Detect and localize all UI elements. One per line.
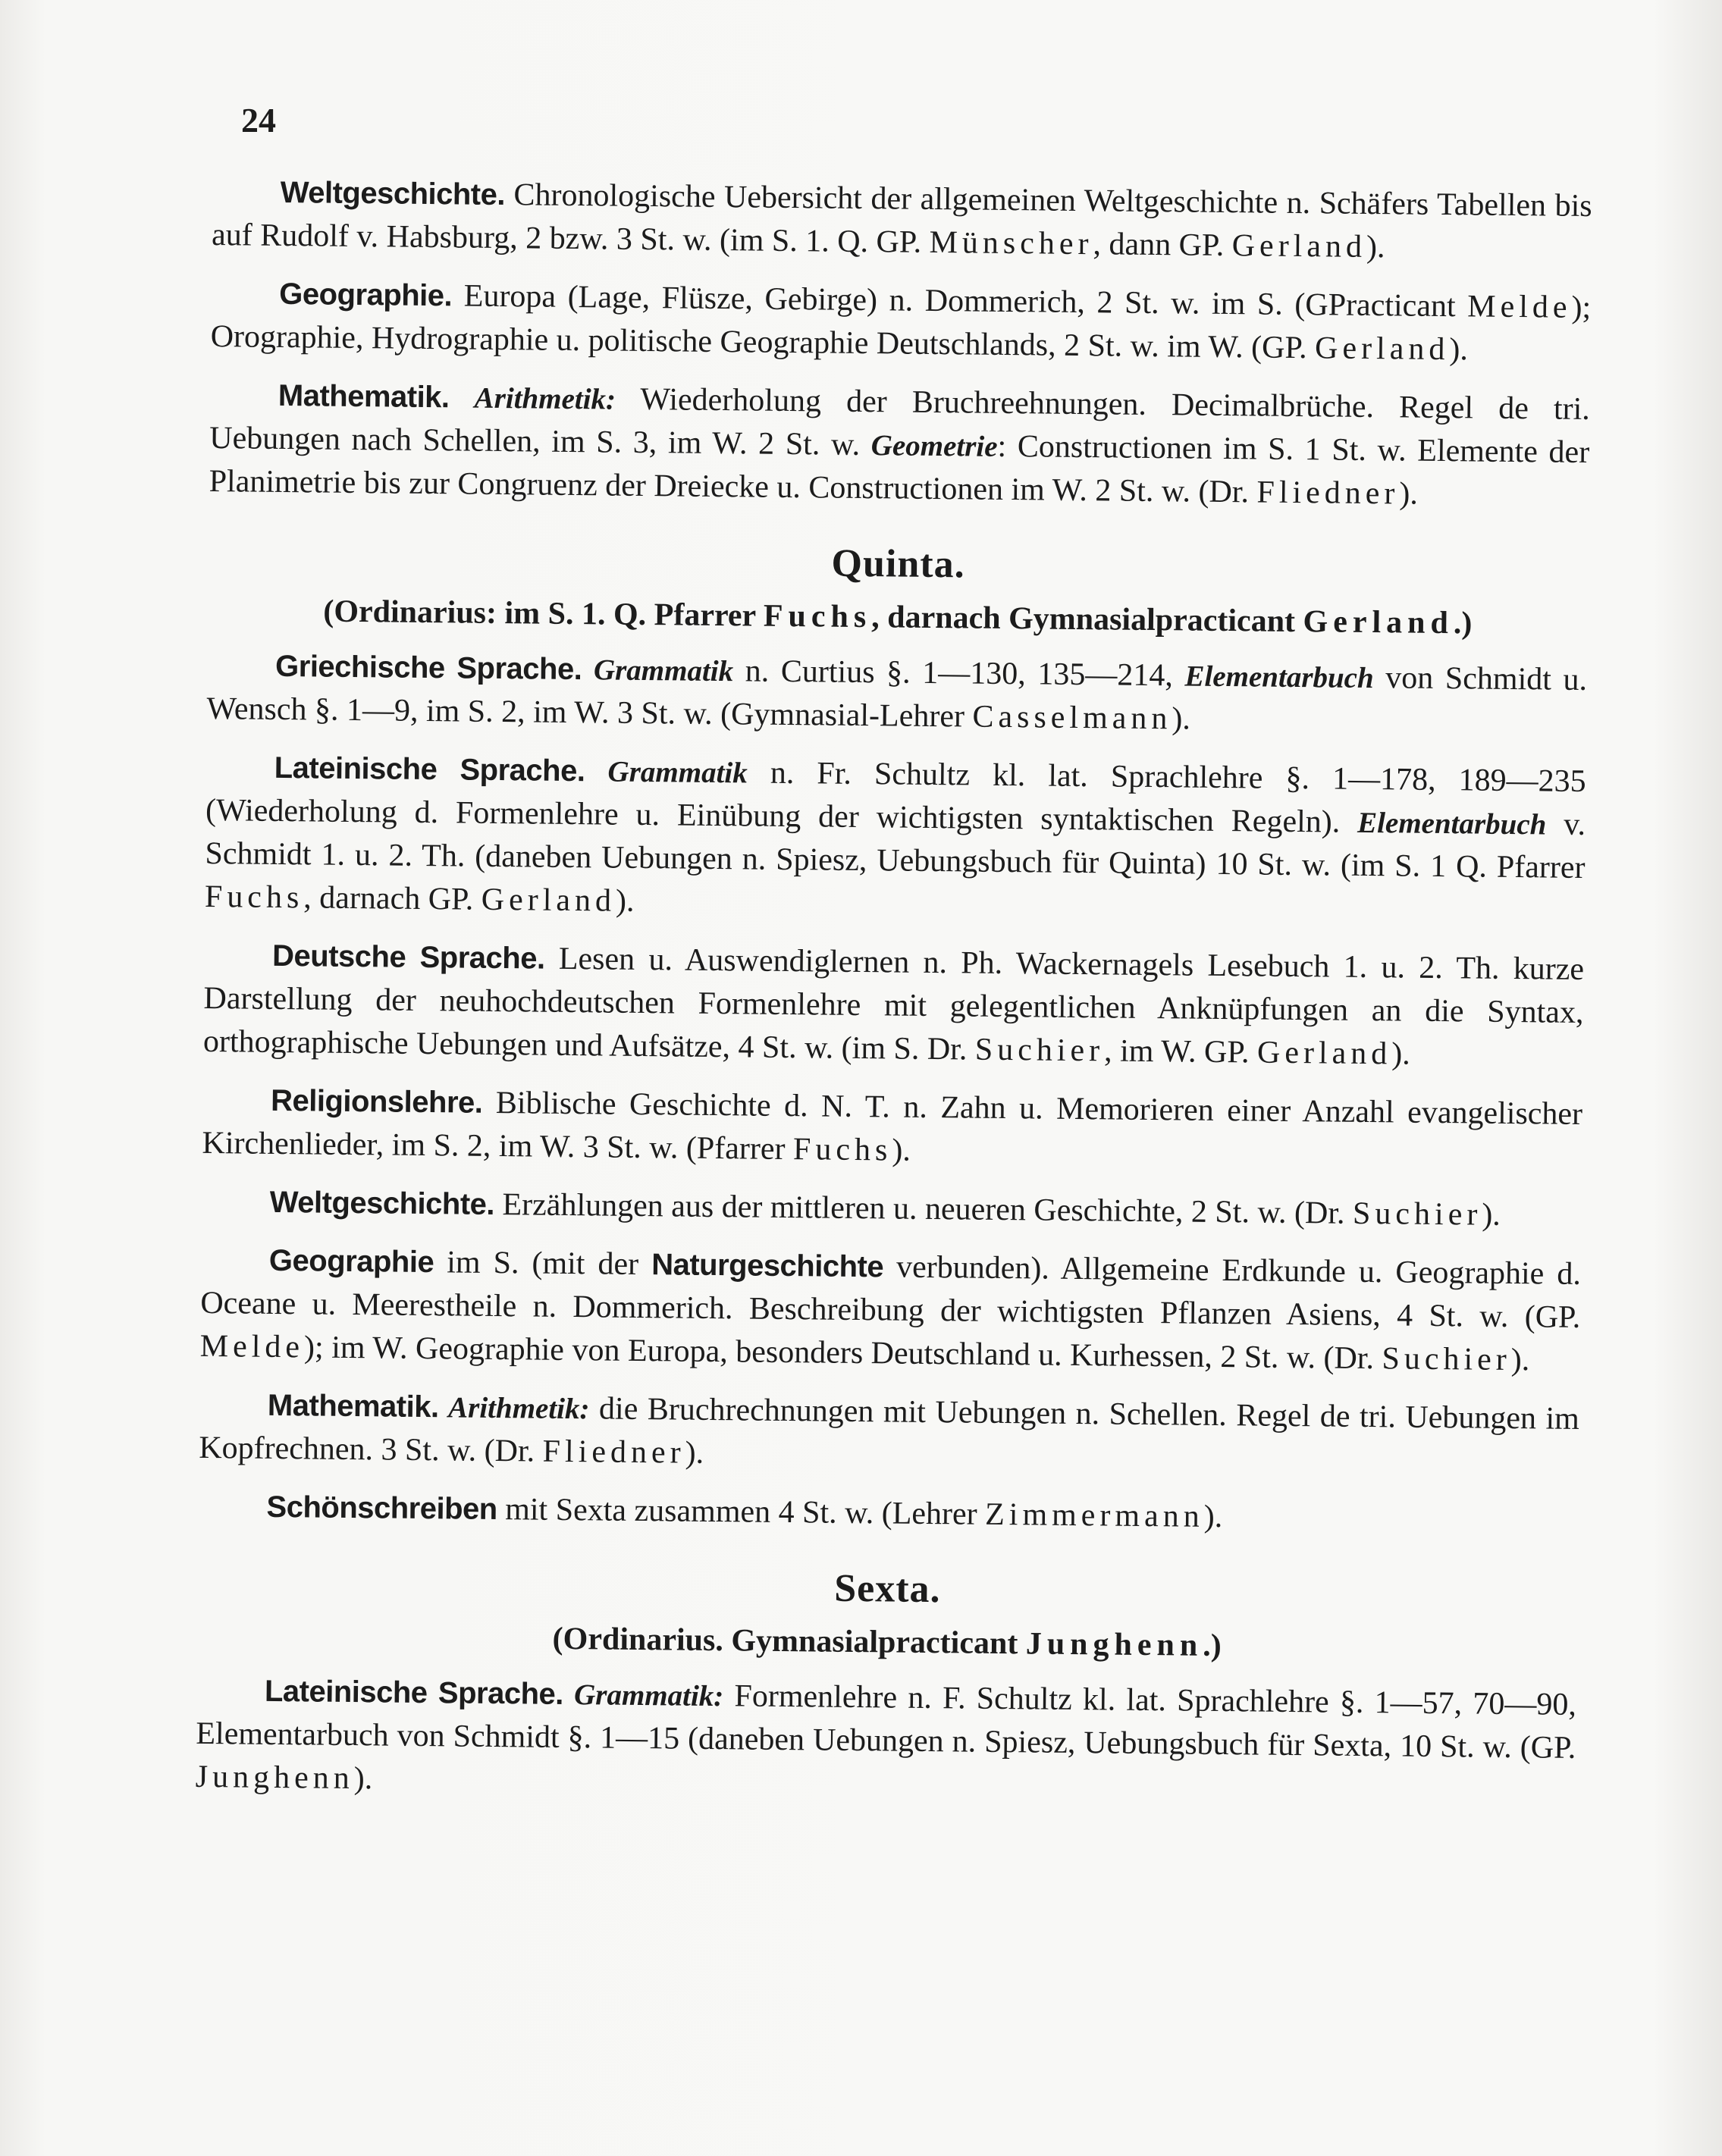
text-run: Formenlehre n. F. Schultz kl. lat. Sprachlehre §. 1—57, 70—90, Elementarbuch von Schmidt §. 1—15 (daneben Uebungen n. Spiesz, Uebungsbuch für Sexta, 10 St. w. (GP.	[196, 1678, 1577, 1766]
subject-paragraph	[196, 1669, 1577, 1813]
subject-label: Naturgeschichte	[651, 1248, 884, 1284]
text-run: im S. (mit der	[433, 1245, 652, 1283]
spaced-name: Suchier	[1352, 1196, 1482, 1233]
spaced-name: Casselmann	[972, 699, 1172, 737]
italic-term: Elementarbuch	[1357, 806, 1547, 841]
subject-paragraph	[209, 374, 1590, 518]
italic-term: Elementarbuch	[1184, 660, 1374, 695]
text-run: (Ordinarius. Gymnasialpracticant	[552, 1621, 1027, 1662]
subject-label: Weltgeschichte.	[269, 1185, 495, 1221]
text-run: Europa (Lage, Flüsze, Gebirge) n. Dommerich, 2 St. w. im S. (GPracticant	[451, 278, 1468, 324]
text-run: , darnach GP.	[303, 880, 482, 917]
text-run	[585, 754, 608, 788]
subject-paragraph	[198, 1485, 1578, 1543]
text-run: (Ordinarius: im S. 1. Q. Pfarrer	[323, 594, 764, 634]
subject-paragraph	[203, 934, 1585, 1078]
text-run: Biblische Geschichte d. N. T. n. Zahn u. Memorieren einer Anzahl evangelischer Kirchenlieder, im S. 2, im W. 3 St. w. (Pfarrer	[202, 1085, 1583, 1167]
subject-paragraph	[206, 644, 1587, 745]
subject-paragraph	[212, 171, 1592, 271]
spaced-name: Gerland	[1256, 1035, 1392, 1072]
subject-paragraph	[205, 746, 1586, 933]
subject-paragraph	[199, 1239, 1581, 1383]
spaced-name: Junghenn	[195, 1759, 355, 1797]
italic-term: Grammatik	[607, 755, 748, 790]
text-run: ).	[685, 1435, 704, 1471]
text-run	[438, 1390, 448, 1424]
subject-label: Griechische Sprache.	[274, 649, 582, 687]
text-run: n. Curtius §. 1—130, 135—214,	[732, 653, 1185, 694]
text-run: die Bruchrechnungen mit Uebungen n. Schellen. Regel de tri. Uebungen im Kopfrechnen. 3 St. w. (Dr.	[199, 1391, 1580, 1469]
subject-paragraph	[210, 272, 1591, 373]
spaced-name: Melde	[1467, 289, 1572, 325]
text-run: ).	[1510, 1343, 1530, 1378]
spaced-name: Fuchs	[763, 598, 872, 635]
section-heading: Quinta.	[831, 541, 965, 587]
text-run: von Schmidt u. Wensch §. 1—9, im S. 2, im W. 3 St. w. (Gymnasial-Lehrer	[206, 660, 1588, 735]
italic-term: Grammatik	[593, 653, 734, 688]
text-run: verbunden). Allgemeine Erdkunde u. Geographie d. Oceane u. Meerestheile n. Dommerich. Beschreibung der wichtigsten Pflanzen Asiens, 4 St. w. (GP.	[200, 1249, 1582, 1335]
text-run: ).	[1482, 1197, 1501, 1233]
text-run	[449, 380, 475, 415]
spaced-name: Fuchs	[792, 1132, 892, 1168]
text-run: ).	[1449, 332, 1469, 368]
text-run: .)	[1453, 606, 1473, 641]
text-run: Lesen u. Auswendiglernen n. Ph. Wackernagels Lesebuch 1. u. 2. Th. kurze Darstellung der neuhochdeutschen Formenlehre mit gelegentlichen Anknüpfungen an die Syntax, orthographische Uebungen und Aufsätze, 4 St. w. (im S. Dr.	[202, 941, 1585, 1067]
spaced-name: Fliedner	[542, 1434, 685, 1471]
subject-paragraph	[202, 1079, 1582, 1180]
subject-label: Weltgeschichte.	[280, 175, 506, 212]
text-run: ); Orographie, Hydrographie u. politische Geographie Deutschlands, 2 St. w. im W. (GP.	[210, 290, 1592, 366]
text-run: , dann GP.	[1093, 227, 1232, 264]
text-run	[563, 1677, 575, 1712]
section-heading: Sexta.	[833, 1566, 941, 1612]
text-run: ).	[615, 883, 635, 919]
text-run: ).	[892, 1133, 911, 1168]
spaced-name: Suchier	[974, 1032, 1105, 1069]
text-run: ).	[1203, 1499, 1223, 1535]
subject-label: Schönschreiben	[266, 1490, 497, 1527]
spaced-name: Fliedner	[1256, 475, 1400, 512]
spaced-name: Gerland	[481, 882, 616, 919]
text-run: ).	[1172, 701, 1191, 737]
italic-term: Arithmetik:	[447, 1391, 590, 1426]
subject-paragraph	[201, 1180, 1581, 1238]
text-run: Chronologische Uebersicht der allgemeinen Weltgeschichte n. Schäfers Tabellen bis auf Rudolf v. Habsburg, 2 bzw. 3 St. w. (im S. 1. Q. GP.	[211, 177, 1592, 260]
spaced-name: Melde	[199, 1328, 305, 1365]
spaced-name: Fuchs	[204, 879, 304, 916]
subject-label: Geographie	[268, 1243, 434, 1280]
text-run: mit Sexta zusammen 4 St. w. (Lehrer	[497, 1492, 986, 1532]
page-number: 24	[241, 101, 276, 139]
italic-term: Arithmetik:	[474, 381, 616, 416]
subject-label: Geographie.	[279, 277, 453, 313]
italic-term: Grammatik:	[573, 1678, 724, 1713]
text-run: n. Fr. Schultz kl. lat. Sprachlehre §. 1—178, 189—235 (Wiederholung d. Formenlehre u. Einübung der wichtigsten syntaktischen Regeln).	[205, 755, 1586, 840]
text-run: ).	[353, 1761, 373, 1797]
spaced-name: Suchier	[1382, 1341, 1512, 1378]
subject-label: Mathematik.	[267, 1388, 439, 1424]
spaced-name: Junghenn	[1025, 1626, 1203, 1663]
text-run: , im W. GP.	[1103, 1033, 1258, 1070]
text-run: Erzählungen aus der mittleren u. neueren Geschichte, 2 St. w. (Dr.	[494, 1186, 1353, 1231]
text-run: ).	[1391, 1036, 1411, 1072]
ordinarius-line	[196, 1614, 1576, 1672]
text-run: Wiederholung der Bruchreehnungen. Decimalbrüche. Regel de tri. Uebungen nach Schellen, im S. 3, im W. 2 St. w.	[209, 381, 1591, 463]
ordinarius-line	[208, 589, 1588, 647]
subject-label: Deutsche Sprache.	[271, 939, 545, 976]
text-run: .)	[1203, 1628, 1222, 1664]
subject-label: Lateinische Sprache.	[274, 751, 585, 788]
subject-label: Mathematik.	[278, 378, 450, 415]
subject-label: Religionslehre.	[270, 1083, 483, 1120]
text-run: ).	[1399, 476, 1419, 512]
spaced-name: Gerland	[1314, 331, 1450, 368]
text-run	[582, 652, 594, 687]
spaced-name: Münscher	[929, 224, 1093, 262]
subject-label: Lateinische Sprache.	[264, 1674, 564, 1711]
text-run: , darnach Gymnasialpracticant	[870, 600, 1303, 640]
text-run: : Constructionen im S. 1 St. w. Elemente der Planimetrie bis zur Congruenz der Dreiecke u. Constructionen im W. 2 St. w. (Dr.	[209, 428, 1590, 510]
text-run: v. Schmidt 1. u. 2. Th. (daneben Uebungen n. Spiesz, Uebungsbuch für Quinta) 10 St. w. (im S. 1 Q. Pfarrer	[205, 807, 1586, 886]
page-body	[195, 171, 1592, 1829]
italic-term: Geometrie	[870, 429, 998, 463]
spaced-name: Zimmermann	[984, 1496, 1204, 1534]
text-run: ).	[1366, 229, 1385, 265]
spaced-name: Gerland	[1231, 228, 1367, 265]
subject-paragraph	[199, 1384, 1579, 1484]
text-run: ); im W. Geographie von Europa, besonders Deutschland u. Kurhessen, 2 St. w. (Dr.	[303, 1330, 1382, 1377]
spaced-name: Gerland	[1303, 604, 1454, 641]
